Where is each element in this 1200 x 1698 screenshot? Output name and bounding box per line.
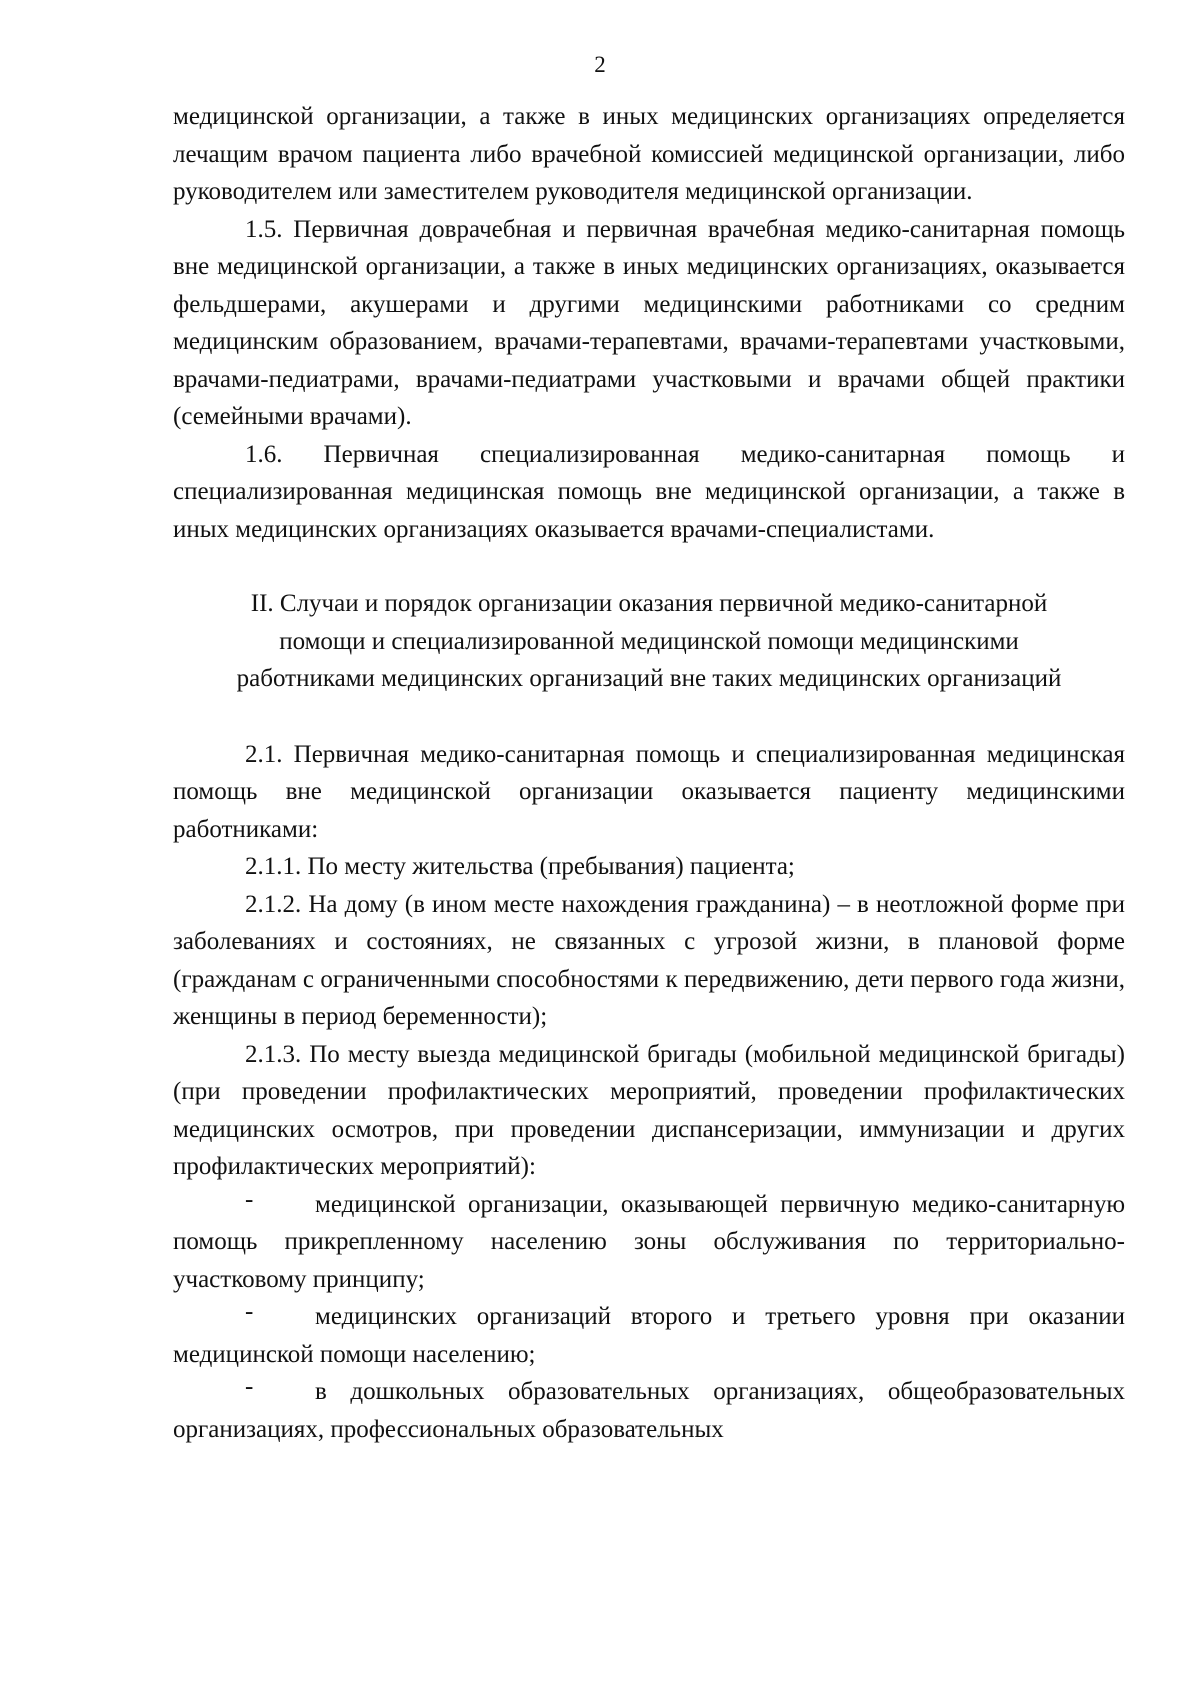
paragraph-1-6: 1.6. Первичная специализированная медико-санитарная помощь и специализированная медицинская помощь вне медицинской организации, а также в иных медицинских организациях оказывается врачами-специалистами.: [173, 440, 1125, 543]
list-item-text: в дошкольных образовательных организациях, общеобразовательных организациях, профессиональных образовательных: [173, 1378, 1125, 1443]
list-item-text: медицинской организации, оказывающей первичную медико-санитарную помощь прикрепленному населению зоны обслуживания по территориально-участковому принципу;: [173, 1190, 1125, 1293]
list-item: [173, 1186, 1125, 1299]
section-heading-line: работниками медицинских организаций вне таких медицинских организаций: [236, 665, 1062, 692]
list-item: [173, 1373, 1125, 1448]
section-heading-line: II. Случаи и порядок организации оказания первичной медико-санитарной: [250, 590, 1048, 617]
paragraph-2-1-2: 2.1.2. На дому (в ином месте нахождения гражданина) – в неотложной форме при заболеваниях и состояниях, не связанных с угрозой жизни, в плановой форме (гражданам с ограниченными способностями к передвижению, дети первого года жизни, женщины в период беременности);: [173, 890, 1125, 1030]
paragraph-1-5: 1.5. Первичная доврачебная и первичная врачебная медико-санитарная помощь вне медицинской организации, а также в иных медицинских организациях, оказывается фельдшерами, акушерами и другими медицинскими работниками со средним медицинским образованием, врачами-терапевтами, врачами-терапевтами участковыми, врачами-педиатрами, врачами-педиатрами участковыми и врачами общей практики (семейными врачами).: [173, 215, 1125, 430]
paragraph-2-1-3: 2.1.3. По месту выезда медицинской бригады (мобильной медицинской бригады) (при проведении профилактических мероприятий, проведении профилактических медицинских осмотров, при проведении диспансеризации, иммунизации и других профилактических мероприятий):: [173, 1040, 1125, 1180]
list-item-text: медицинских организаций второго и третьего уровня при оказании медицинской помощи населению;: [173, 1303, 1125, 1368]
section-heading-line: помощи и специализированной медицинской помощи медицинскими: [279, 627, 1019, 655]
paragraph-continuation: медицинской организации, а также в иных медицинских организациях определяется лечащим врачом пациента либо врачебной комиссией медицинской организации, либо руководителем или заместителем руководителя медицинской организации.: [173, 103, 1125, 205]
list-dash: -: [245, 1185, 254, 1213]
section-heading-2: [173, 585, 1125, 698]
document-body: [173, 98, 1125, 1448]
list-item: [173, 1298, 1125, 1373]
paragraph-2-1-1: 2.1.1. По месту жительства (пребывания) пациента;: [245, 853, 795, 880]
list-dash: -: [245, 1298, 254, 1325]
paragraph-2-1: 2.1. Первичная медико-санитарная помощь и специализированная медицинская помощь вне медицинской организации оказывается пациенту медицинскими работниками:: [173, 740, 1125, 843]
page-number: 2: [594, 52, 606, 77]
list-dash: -: [245, 1373, 254, 1400]
